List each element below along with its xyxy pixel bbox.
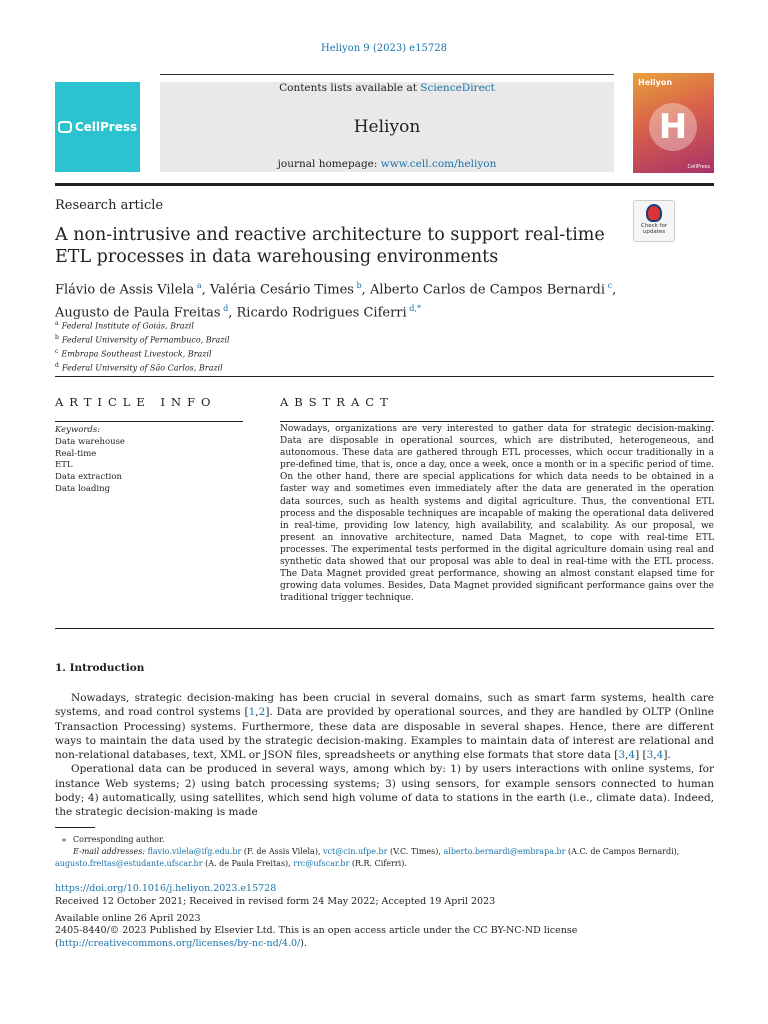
received-dates: Received 12 October 2021; Received in revised form 24 May 2022; Accepted 19 April 2023 (55, 895, 496, 907)
affiliation-text: Federal University of São Carlos, Brazil (61, 364, 223, 374)
abstract-text: Nowadays, organizations are very interested to gather data for strategic decision-making. Data are disposable in operational sources, which are distributed, heterogeneous, and autonomous. These data are gathered through ETL processes, which occur traditionally in a pre-defined time, that is, once a day, once a week, once a month or in a specific period of time. On the other hand, there are special applications for which data needs to be obtained in a faster way and sometimes even immediately after the data are generated in the operation data sources, such as health systems and digital agriculture. Thus, the conventional ETL process and the disposable techniques are incapable of making the operational data delivered in real-time, providing low latency, high availability, and scalability. As our proposal, we present an innovative architecture, named Data Magnet, to cope with real-time ETL processes. The experimental tests performed in the digital agriculture domain using real and synthetic data showed that our proposal was able to deal in real-time with the ETL process. The Data Magnet provided great performance, showing an almost constant elapsed time for growing data volumes. Besides, Data Magnet provided significant performance gains over the traditional trigger technique. (280, 424, 714, 604)
article-info-rule (55, 421, 243, 422)
abstract-heading: ABSTRACT (280, 395, 394, 409)
cover-title: Heliyon (638, 78, 673, 87)
affiliation-marker: c (55, 348, 59, 356)
journal-reference-link[interactable]: Heliyon 9 (2023) e15728 (320, 43, 448, 54)
sciencedirect-link[interactable]: ScienceDirect (420, 82, 495, 94)
cover-letter: H (658, 107, 688, 147)
publisher-logo-text: CellPress (74, 120, 138, 134)
email-link[interactable]: rrc@ufscar.br (293, 859, 350, 868)
affiliation (55, 318, 230, 332)
author-affiliation-ref[interactable]: d,* (409, 304, 421, 314)
author-name[interactable]: Augusto de Paula Freitas (55, 305, 221, 321)
paragraph-text: ]. (663, 749, 671, 762)
author-affiliation-ref[interactable]: b (356, 281, 362, 290)
article-title: A non-intrusive and reactive architecture to support real-time ETL processes in data warehousing environments (55, 225, 605, 267)
license-link[interactable]: http://creativecommons.org/licenses/by-nc-nd/4.0/ (58, 938, 301, 950)
email-owner: (A.C. de Campos Bernardi), (565, 847, 680, 856)
affiliation (55, 332, 230, 346)
email-owner: (A. de Paula Freitas), (202, 859, 294, 868)
check-updates-text (634, 223, 674, 235)
bookmark-icon (646, 204, 662, 222)
keywords-label: Keywords: (55, 425, 101, 435)
citation-link[interactable]: 3 (646, 749, 654, 762)
check-for-updates-button[interactable] (633, 200, 675, 242)
header-bottom-rule (55, 183, 714, 186)
citation-link[interactable]: 3 (618, 749, 626, 762)
keyword: Data loading (55, 483, 111, 494)
license-paren-close: ). (300, 938, 307, 950)
citation-link[interactable]: 4 (656, 749, 664, 762)
email-owner: (R.R. Ciferri). (349, 859, 407, 868)
header-top-rule (160, 74, 614, 75)
footnote-rule (55, 827, 95, 828)
cellpress-logo (58, 120, 137, 134)
affiliation (55, 360, 230, 374)
abstract-rule (280, 421, 714, 422)
check-updates-line2: updates (642, 229, 666, 235)
author-name[interactable]: Alberto Carlos de Campos Bernardi (369, 282, 605, 298)
author-name[interactable]: Ricardo Rodrigues Ciferri (236, 305, 407, 321)
keyword: Data extraction (55, 472, 122, 483)
asterisk-icon: ⁎ (62, 835, 66, 844)
keyword: ETL (55, 460, 73, 471)
journal-homepage-line (160, 158, 614, 170)
affiliation-marker: d (55, 362, 59, 370)
author-affiliation-ref[interactable]: d (223, 304, 229, 314)
affiliation-text: Federal University of Pernambuco, Brazil (61, 335, 230, 345)
citation-link[interactable]: 2 (258, 706, 266, 719)
affiliation-text: Federal Institute of Goiás, Brazil (61, 321, 194, 331)
article-info-heading: ARTICLE INFO (55, 395, 217, 409)
email-label: E-mail addresses: (73, 847, 146, 856)
affiliation-list (55, 318, 230, 375)
available-online: Available online 26 April 2023 (55, 912, 201, 924)
abstract-bottom-rule (55, 628, 714, 629)
email-owner: (V.C. Times), (387, 847, 444, 856)
author-name[interactable]: Flávio de Assis Vilela (55, 282, 195, 298)
author-list: Flávio de Assis Vilela $^a$, Valéria Cesário Times $^b$, Alberto Carlos de Campos Bernardi $^c$, Augusto de Paula Freitas $^d$, Ricardo Rodrigues Ciferri $^{d,*}$ (55, 281, 617, 321)
citation-link[interactable]: 1 (248, 706, 256, 719)
paragraph: Operational data can be produced in several ways, among which by: 1) by users interactions with online systems, for instance Web systems; 2) using batch processing systems; 3) using sensors, for example sensors connected to human body; 4) automatically, using satellites, which send high volume of data to stations in the earth (i.e., climate data). Indeed, the strategic decision-making is made (55, 763, 714, 819)
paragraph-text: ]. Data are provided by operational sources, and they are handled by OLTP (Online Transaction Processing) systems. Furthermore, these data are disposable in several shapes. Hence, there are different ways to maintain the data used by the strategic decision-making. Examples to maintain data of interest are relational and non-relational databases, text, XML or JSON files, spreadsheets or anything else formats that store data [ (55, 706, 714, 762)
keyword: Data warehouse (55, 436, 125, 447)
email-link[interactable]: alberto.bernardi@embrapa.br (443, 847, 566, 856)
affiliation-marker: a (55, 320, 59, 327)
affiliation (55, 346, 230, 360)
publisher-logo[interactable] (55, 82, 140, 172)
email-link[interactable]: flavio.vilela@ifg.edu.br (147, 847, 242, 856)
affiliation-text: Embrapa Southeast Livestock, Brazil (61, 349, 212, 359)
email-link[interactable]: augusto.freitas@estudante.ufscar.br (55, 859, 203, 868)
email-addresses-cont (55, 858, 714, 870)
section-heading-introduction: 1. Introduction (55, 662, 145, 674)
article-type: Research article (55, 198, 164, 213)
email-link[interactable]: vct@cin.ufpe.br (323, 847, 388, 856)
doi-link[interactable]: https://doi.org/10.1016/j.heliyon.2023.e15728 (55, 883, 277, 894)
license-paren-open: ( (55, 938, 59, 950)
corresponding-author-note (55, 834, 714, 846)
affiliation-marker: b (55, 334, 59, 342)
homepage-prefix: journal homepage: (277, 158, 381, 170)
license-text: 2405-8440/© 2023 Published by Elsevier Ltd. This is an open access article under the CC BY-NC-ND license (55, 925, 578, 937)
section-divider (55, 376, 714, 377)
author-name[interactable]: Valéria Cesário Times (209, 282, 354, 298)
footnotes (55, 834, 714, 870)
author-affiliation-ref[interactable]: a (196, 281, 202, 290)
paragraph: Nowadays, strategic decision-making has been crucial in several domains, such as smart farm systems, health care systems, and road control systems [1,2]. Data are provided by operational sources, and they are handled by OLTP (Online Transaction Processing) systems. Furthermore, these data are disposable in several shapes. Hence, there are different ways to maintain the data used by the strategic decision-making. Examples to maintain data of interest are relational and non-relational databases, text, XML or JSON files, spreadsheets or anything else formats that store data [3,4] [3,4]. (55, 692, 714, 762)
journal-cover-thumbnail[interactable] (633, 73, 714, 173)
publication-info (55, 883, 714, 951)
keyword: Real-time (55, 448, 97, 459)
email-addresses (55, 846, 714, 858)
contents-prefix: Contents lists available at (279, 82, 421, 94)
email-owner: (F. de Assis Vilela), (241, 847, 324, 856)
check-updates-line1: Check for (640, 223, 668, 229)
corresponding-author-text: Corresponding author. (73, 835, 165, 844)
contents-line (160, 82, 614, 94)
license-url-line (55, 938, 714, 951)
introduction-body (55, 691, 714, 820)
citation-link[interactable]: 4 (628, 749, 636, 762)
keywords-block (55, 425, 125, 496)
journal-homepage-link[interactable]: www.cell.com/heliyon (380, 158, 497, 170)
author-affiliation-ref[interactable]: c (607, 281, 613, 290)
cellpress-mark-icon (58, 121, 72, 133)
paragraph-text: Nowadays, strategic decision-making has been crucial in several domains, such as smart farm systems, health care systems, and road control systems [ (55, 692, 714, 719)
cover-footer: CellPress (687, 164, 710, 170)
journal-name: Heliyon (353, 117, 421, 137)
